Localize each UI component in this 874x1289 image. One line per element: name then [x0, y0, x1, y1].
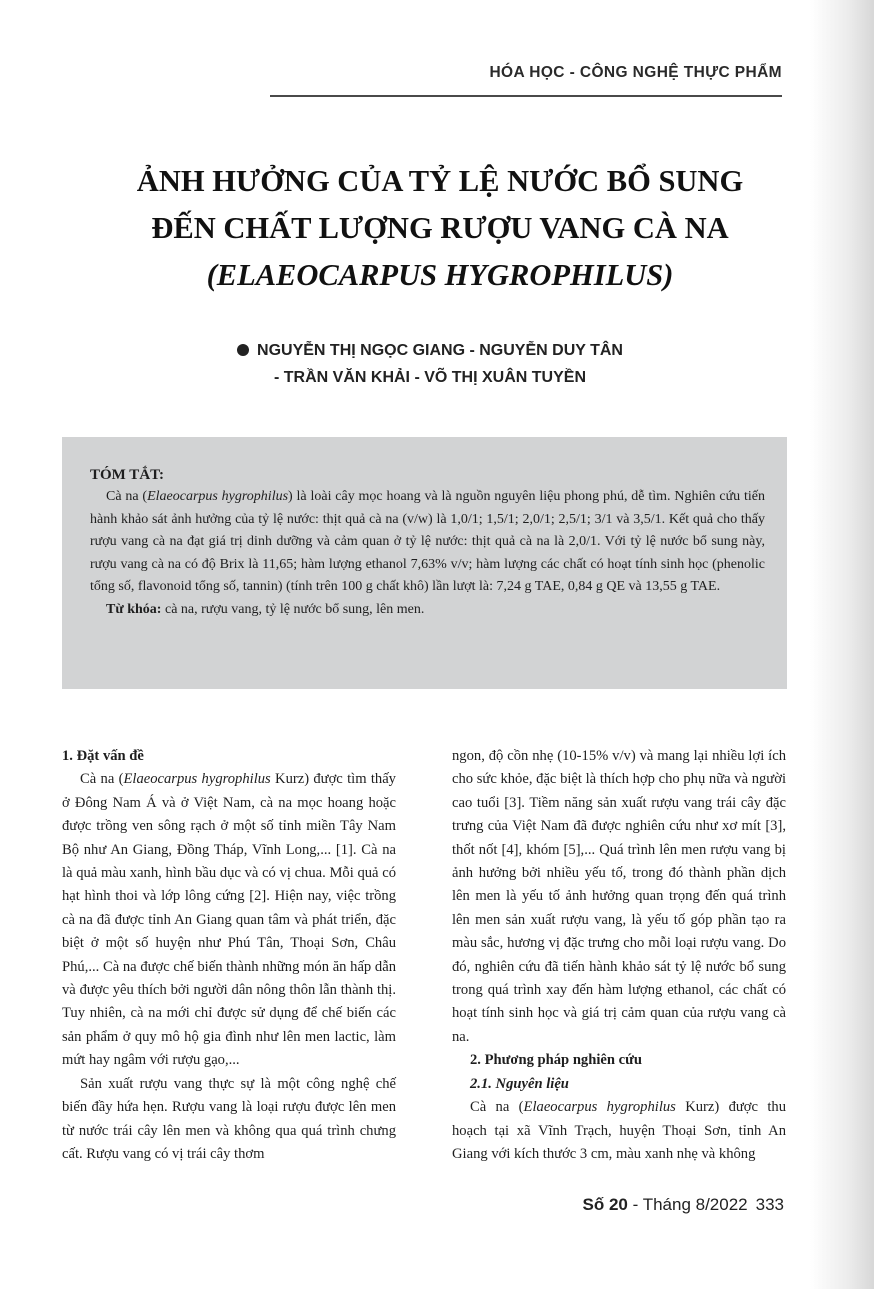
- subsection-heading-2-1: 2.1. Nguyên liệu: [470, 1075, 569, 1092]
- paragraph-1: Cà na (Elaeocarpus hygrophilus Kurz) được tìm thấy ở Đông Nam Á và ở Việt Nam, cà na mọc hoang hoặc được trồng ven sông rạch ở một số tỉnh miền Tây Nam Bộ như An Giang, Đồng Tháp, Vĩnh Long,... [1]. Cà na là quả màu xanh, hình bầu dục và có vị chua. Mỗi quả có hạt hình thoi và lớp lông cứng [2]. Hiện nay, việc trồng cà na đã được tỉnh An Giang quan tâm và phát triển, đặc biệt ở một số huyện như Phú Tân, Thoại Sơn, Châu Phú,... Cà na được chế biến thành những món ăn hấp dẫn và được yêu thích bởi người dân nông thôn lẫn thành thị. Tuy nhiên, cà na mới chỉ được sử dụng để chế biến các sản phẩm ở quy mô hộ gia đình như lên men lactic, làm mứt hay ngâm với rượu gạo,...: [62, 771, 396, 1069]
- section-heading-2: 2. Phương pháp nghiên cứu: [470, 1052, 642, 1069]
- section-heading-1: 1. Đặt vấn đề: [62, 748, 144, 764]
- paragraph-4: Cà na (Elaeocarpus hygrophilus Kurz) được thu hoạch tại xã Vĩnh Trạch, huyện Thoại Sơn, tỉnh An Giang với kích thước 3 cm, màu xanh nhẹ và không: [452, 1099, 786, 1162]
- author-list: [150, 337, 710, 391]
- page-footer: [583, 1195, 784, 1215]
- abstract-box: [62, 437, 787, 689]
- keywords-label: Từ khóa:: [106, 601, 162, 617]
- section-header: HÓA HỌC - CÔNG NGHỆ THỰC PHẨM: [489, 64, 782, 81]
- paragraph-2: Sản xuất rượu vang thực sự là một công nghệ chế biến đầy hứa hẹn. Rượu vang là loại rượu được lên men từ nước trái cây lên men và không qua quá trình chưng cất. Rượu vang có vị trái cây thơm: [62, 1075, 396, 1162]
- species-name: Elaeocarpus hygrophilus: [147, 489, 289, 504]
- keywords: [90, 599, 765, 622]
- abstract-heading: TÓM TẮT:: [90, 467, 165, 483]
- species-name: Elaeocarpus hygrophilus: [523, 1099, 676, 1116]
- header-rule: [270, 95, 782, 97]
- title-line-2: ĐẾN CHẤT LƯỢNG RƯỢU VANG CÀ NA: [151, 211, 729, 245]
- authors-line-2: - TRẦN VĂN KHẢI - VÕ THỊ XUÂN TUYỀN: [274, 369, 586, 386]
- title-line-1: ẢNH HƯỞNG CỦA TỶ LỆ NƯỚC BỔ SUNG: [136, 164, 744, 198]
- authors-line-1: NGUYỄN THỊ NGỌC GIANG - NGUYỄN DUY TÂN: [257, 342, 623, 359]
- issue-number: Số 20: [582, 1195, 628, 1214]
- issue-month: - Tháng 8/2022: [627, 1195, 748, 1214]
- species-name: Elaeocarpus hygrophilus: [123, 771, 271, 788]
- page-number: 333: [755, 1195, 784, 1214]
- bullet-icon: [237, 344, 249, 356]
- paragraph-3: ngon, độ cồn nhẹ (10-15% v/v) và mang lại nhiều lợi ích cho sức khỏe, đặc biệt là thích hợp cho phụ nữa và người cao tuổi [3]. Tiềm năng sản xuất rượu vang trái cây đặc trưng của Việt Nam đã được nghiên cứu như xơ mít [3], thốt nốt [4], khóm [5],... Quá trình lên men rượu vang bị ảnh hưởng bởi nhiều yếu tố, trong đó thành phần dịch lên men là yếu tố ảnh hưởng quan trọng đến quá trình lên men sản xuất rượu vang, là yếu tố góp phần tạo ra màu sắc, hương vị đặc trưng cho mỗi loại rượu vang. Do đó, nghiên cứu đã tiến hành khảo sát tỷ lệ nước bổ sung trong quá trình xay đến hàm lượng ethanol, các chất có hoạt tính sinh học và giá trị cảm quan của rượu vang cà na.: [452, 748, 786, 1045]
- keywords-text: cà na, rượu vang, tỷ lệ nước bổ sung, lên men.: [161, 601, 425, 617]
- title-line-3: (ELAEOCARPUS HYGROPHILUS): [206, 258, 674, 292]
- article-title: [60, 158, 820, 299]
- body-column-right: [452, 745, 786, 1166]
- body-column-left: [62, 745, 396, 1166]
- abstract-text: Cà na (Elaeocarpus hygrophilus) là loài cây mọc hoang và là nguồn nguyên liệu phong phú, dễ tìm. Nghiên cứu tiến hành khảo sát ảnh hưởng của tỷ lệ nước: thịt quả cà na (v/w) là 1,0/1; 1,5/1; 2,0/1; 2,5/1; 3/1 và 3,5/1. Kết quả cho thấy rượu vang cà na đạt giá trị dinh dưỡng và cảm quan ở tỷ lệ nước: thịt quả cà na là 2,0/1. Với tỷ lệ nước bổ sung này, rượu vang cà na có độ Brix là 11,65; hàm lượng ethanol 7,63% v/v; hàm lượng các chất có hoạt tính sinh học (phenolic tổng số, flavonoid tổng số, tannin) (tính trên 100 g chất khô) lần lượt là: 7,24 g TAE, 0,84 g QE và 13,55 g TAE.: [90, 489, 765, 595]
